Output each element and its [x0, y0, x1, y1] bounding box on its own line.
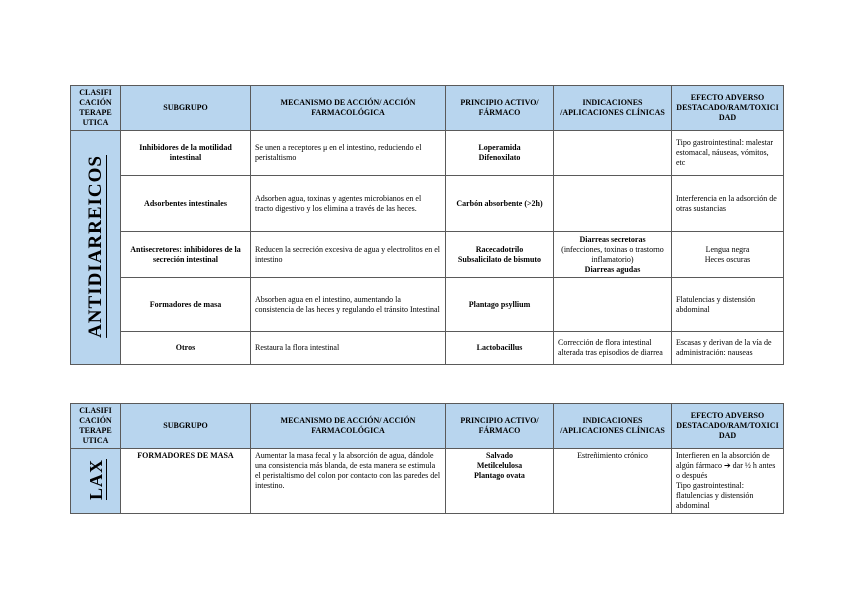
- indicaciones-cell: Estreñimiento crónico: [554, 449, 672, 514]
- subgrupo-cell: Antisecretores: inhibidores de la secreción intestinal: [121, 232, 251, 278]
- table-row: [71, 449, 784, 514]
- principio-cell: [446, 278, 554, 332]
- efecto-cell: Escasas y derivan de la vía de administración: nauseas: [672, 332, 784, 365]
- indicaciones-cell: [554, 131, 672, 176]
- drug-name: Carbón absorbente (>2h): [456, 198, 543, 208]
- efecto-cell: [672, 449, 784, 514]
- drug-name: Salvado: [485, 451, 514, 460]
- subgrupo-cell: Formadores de masa: [121, 278, 251, 332]
- efecto-line: Heces oscuras: [704, 254, 751, 264]
- classification-label: ANTIDIARREICOS: [84, 154, 106, 338]
- principio-cell: [446, 332, 554, 365]
- indicaciones-cell: [554, 232, 672, 278]
- classification-label: LAX: [85, 458, 106, 500]
- efecto-line: Tipo gastrointestinal: flatulencias y distensión abdominal: [676, 481, 754, 510]
- drug-name: Subsalicilato de bismuto: [457, 254, 542, 264]
- header-mecanismo: MECANISMO DE ACCIÓN/ ACCIÓN FARMACOLÓGICA: [251, 404, 446, 449]
- drug-name: Metilcelulosa: [476, 461, 523, 470]
- efecto-cell: Flatulencias y distensión abdominal: [672, 278, 784, 332]
- subgrupo-cell: FORMADORES DE MASA: [121, 449, 251, 514]
- drug-name: Plantago psyllium: [468, 299, 531, 309]
- mecanismo-cell: Absorben agua en el intestino, aumentando la consistencia de las heces y regulando el tránsito Intestinal: [251, 278, 446, 332]
- header-efecto: EFECTO ADVERSO DESTACADO/RAM/TOXICI DAD: [672, 404, 784, 449]
- principio-cell: [446, 449, 554, 514]
- drug-name: Racecadotrilo: [475, 244, 524, 254]
- efecto-cell: [672, 232, 784, 278]
- indicaciones-cell: [554, 278, 672, 332]
- table-row: [71, 232, 784, 278]
- header-indicaciones: INDICACIONES /APLICACIONES CLÍNICAS: [554, 404, 672, 449]
- mecanismo-cell: Reducen la secreción excesiva de agua y electrolitos en el intestino: [251, 232, 446, 278]
- header-clasificacion: CLASIFI CACIÓN TERAPE UTICA: [71, 86, 121, 131]
- indicaciones-cell: Corrección de flora intestinal alterada tras episodios de diarrea: [554, 332, 672, 365]
- header-principio: PRINCIPIO ACTIVO/ FÁRMACO: [446, 404, 554, 449]
- table-row: [71, 131, 784, 176]
- mecanismo-cell: Aumentar la masa fecal y la absorción de agua, dándole una consistencia más blanda, de esta manera se estimula el peristaltismo del colon por contacto con las paredes del intestino.: [251, 449, 446, 514]
- classification-cell: [71, 449, 121, 514]
- header-mecanismo: MECANISMO DE ACCIÓN/ ACCIÓN FARMACOLÓGICA: [251, 86, 446, 131]
- indicacion-title: Diarreas secretoras: [579, 234, 646, 244]
- drug-name: Difenoxilato: [478, 153, 521, 162]
- efecto-line: Interfieren en la absorción de algún fármaco ➔ dar ½ h antes o después: [676, 451, 776, 480]
- laxantes-table: [70, 403, 784, 514]
- principio-cell: [446, 232, 554, 278]
- efecto-line: Lengua negra: [705, 244, 750, 254]
- mecanismo-cell: Se unen a receptores μ en el intestino, reduciendo el peristaltismo: [251, 131, 446, 176]
- subgrupo-cell: Adsorbentes intestinales: [121, 176, 251, 232]
- table-header-row: [71, 86, 784, 131]
- table-row: [71, 176, 784, 232]
- mecanismo-cell: Adsorben agua, toxinas y agentes microbianos en el tracto digestivo y los elimina a través de las heces.: [251, 176, 446, 232]
- classification-cell: [71, 131, 121, 365]
- subgrupo-cell: Otros: [121, 332, 251, 365]
- principio-cell: [446, 131, 554, 176]
- principio-cell: [446, 176, 554, 232]
- efecto-cell: Interferencia en la adsorción de otras sustancias: [672, 176, 784, 232]
- antidiarreicos-table: [70, 85, 784, 365]
- table-row: [71, 278, 784, 332]
- indicacion-detail: (infecciones, toxinas o trastorno inflamatorio): [561, 244, 664, 264]
- indicacion-title: Diarreas agudas: [584, 264, 641, 274]
- drug-name: Loperamida: [478, 143, 521, 152]
- header-principio: PRINCIPIO ACTIVO/ FÁRMACO: [446, 86, 554, 131]
- efecto-cell: Tipo gastrointestinal: malestar estomacal, náuseas, vómitos, etc: [672, 131, 784, 176]
- header-indicaciones: INDICACIONES /APLICACIONES CLÍNICAS: [554, 86, 672, 131]
- table-row: [71, 332, 784, 365]
- indicaciones-cell: [554, 176, 672, 232]
- header-subgrupo: SUBGRUPO: [121, 404, 251, 449]
- header-subgrupo: SUBGRUPO: [121, 86, 251, 131]
- header-efecto: EFECTO ADVERSO DESTACADO/RAM/TOXICI DAD: [672, 86, 784, 131]
- drug-name: Plantago ovata: [474, 471, 525, 480]
- mecanismo-cell: Restaura la flora intestinal: [251, 332, 446, 365]
- subgrupo-cell: Inhibidores de la motilidad intestinal: [121, 131, 251, 176]
- drug-name: Lactobacillus: [476, 343, 523, 352]
- table-header-row: [71, 404, 784, 449]
- header-clasificacion: CLASIFI CACIÓN TERAPE UTICA: [71, 404, 121, 449]
